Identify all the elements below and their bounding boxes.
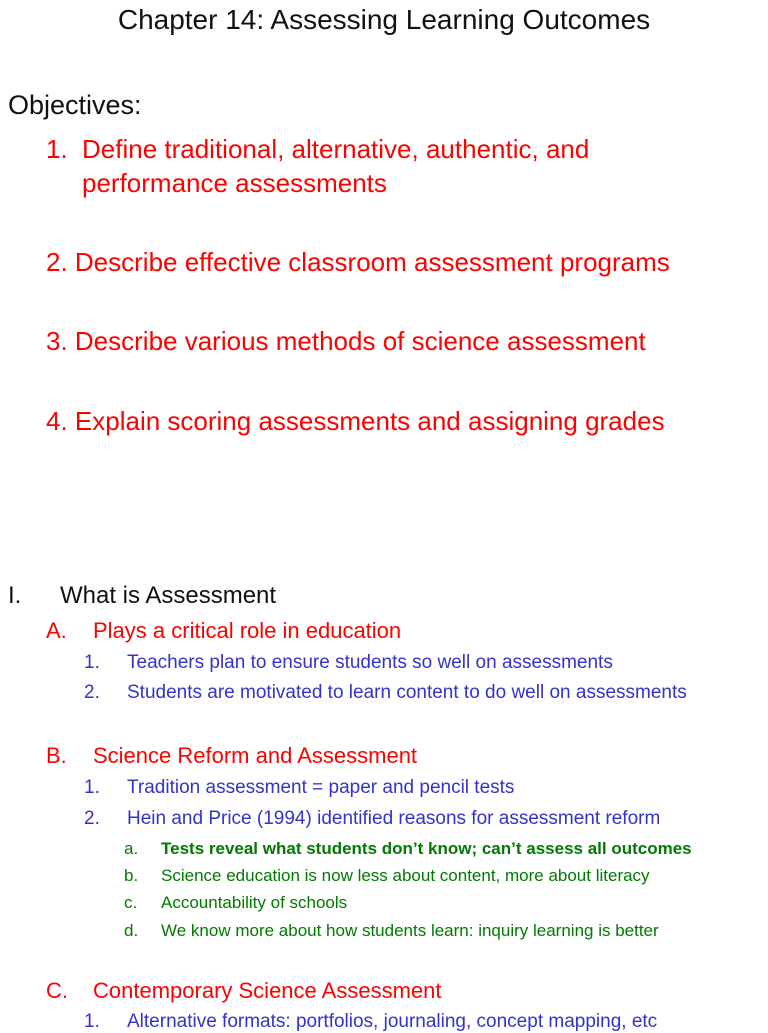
sub-list-item: Tests reveal what students don’t know; can’t assess all outcomes — [161, 839, 692, 858]
subsection-b-heading: Science Reform and Assessment — [93, 743, 418, 768]
subsection-c-heading: Contemporary Science Assessment — [93, 978, 442, 1003]
objective-1-number: 1. — [46, 134, 68, 164]
list-item-number: 1. — [84, 777, 100, 798]
objectives-heading: Objectives: — [8, 90, 142, 120]
list-item: Hein and Price (1994) identified reasons for assessment reform — [127, 808, 661, 829]
sub-list-item-letter: a. — [124, 839, 139, 858]
list-item: Alternative formats: portfolios, journaling, concept mapping, etc — [127, 1011, 658, 1032]
sub-list-item-letter: d. — [124, 921, 139, 940]
sub-list-item-letter: b. — [124, 866, 139, 885]
sub-list-item-letter: c. — [124, 893, 138, 912]
page-title: Chapter 14: Assessing Learning Outcomes — [117, 4, 651, 35]
subsection-b-letter: B. — [46, 743, 67, 768]
section-number: I. — [8, 582, 22, 609]
objective-3: 3. Describe various methods of science assessment — [46, 326, 646, 356]
sub-list-item: Accountability of schools — [161, 893, 348, 912]
objective-4: 4. Explain scoring assessments and assigning grades — [46, 406, 665, 436]
sub-list-item: Science education is now less about content, more about literacy — [161, 866, 650, 885]
objective-1-line1: Define traditional, alternative, authentic, and — [82, 134, 590, 164]
sub-list-item: We know more about how students learn: inquiry learning is better — [161, 921, 659, 940]
list-item-number: 2. — [84, 808, 100, 829]
list-item-number: 1. — [84, 1011, 100, 1032]
section-heading: What is Assessment — [60, 582, 277, 609]
list-item-number: 1. — [84, 652, 100, 673]
objective-2: 2. Describe effective classroom assessment programs — [46, 247, 670, 277]
subsection-c-letter: C. — [46, 978, 68, 1003]
list-item: Tradition assessment = paper and pencil tests — [127, 777, 515, 798]
subsection-a-heading: Plays a critical role in education — [93, 618, 402, 643]
subsection-a-letter: A. — [46, 618, 67, 643]
objective-1-line2: performance assessments — [82, 168, 387, 198]
list-item: Teachers plan to ensure students so well on assessments — [127, 652, 613, 673]
list-item-number: 2. — [84, 682, 100, 703]
list-item: Students are motivated to learn content to do well on assessments — [127, 682, 687, 703]
